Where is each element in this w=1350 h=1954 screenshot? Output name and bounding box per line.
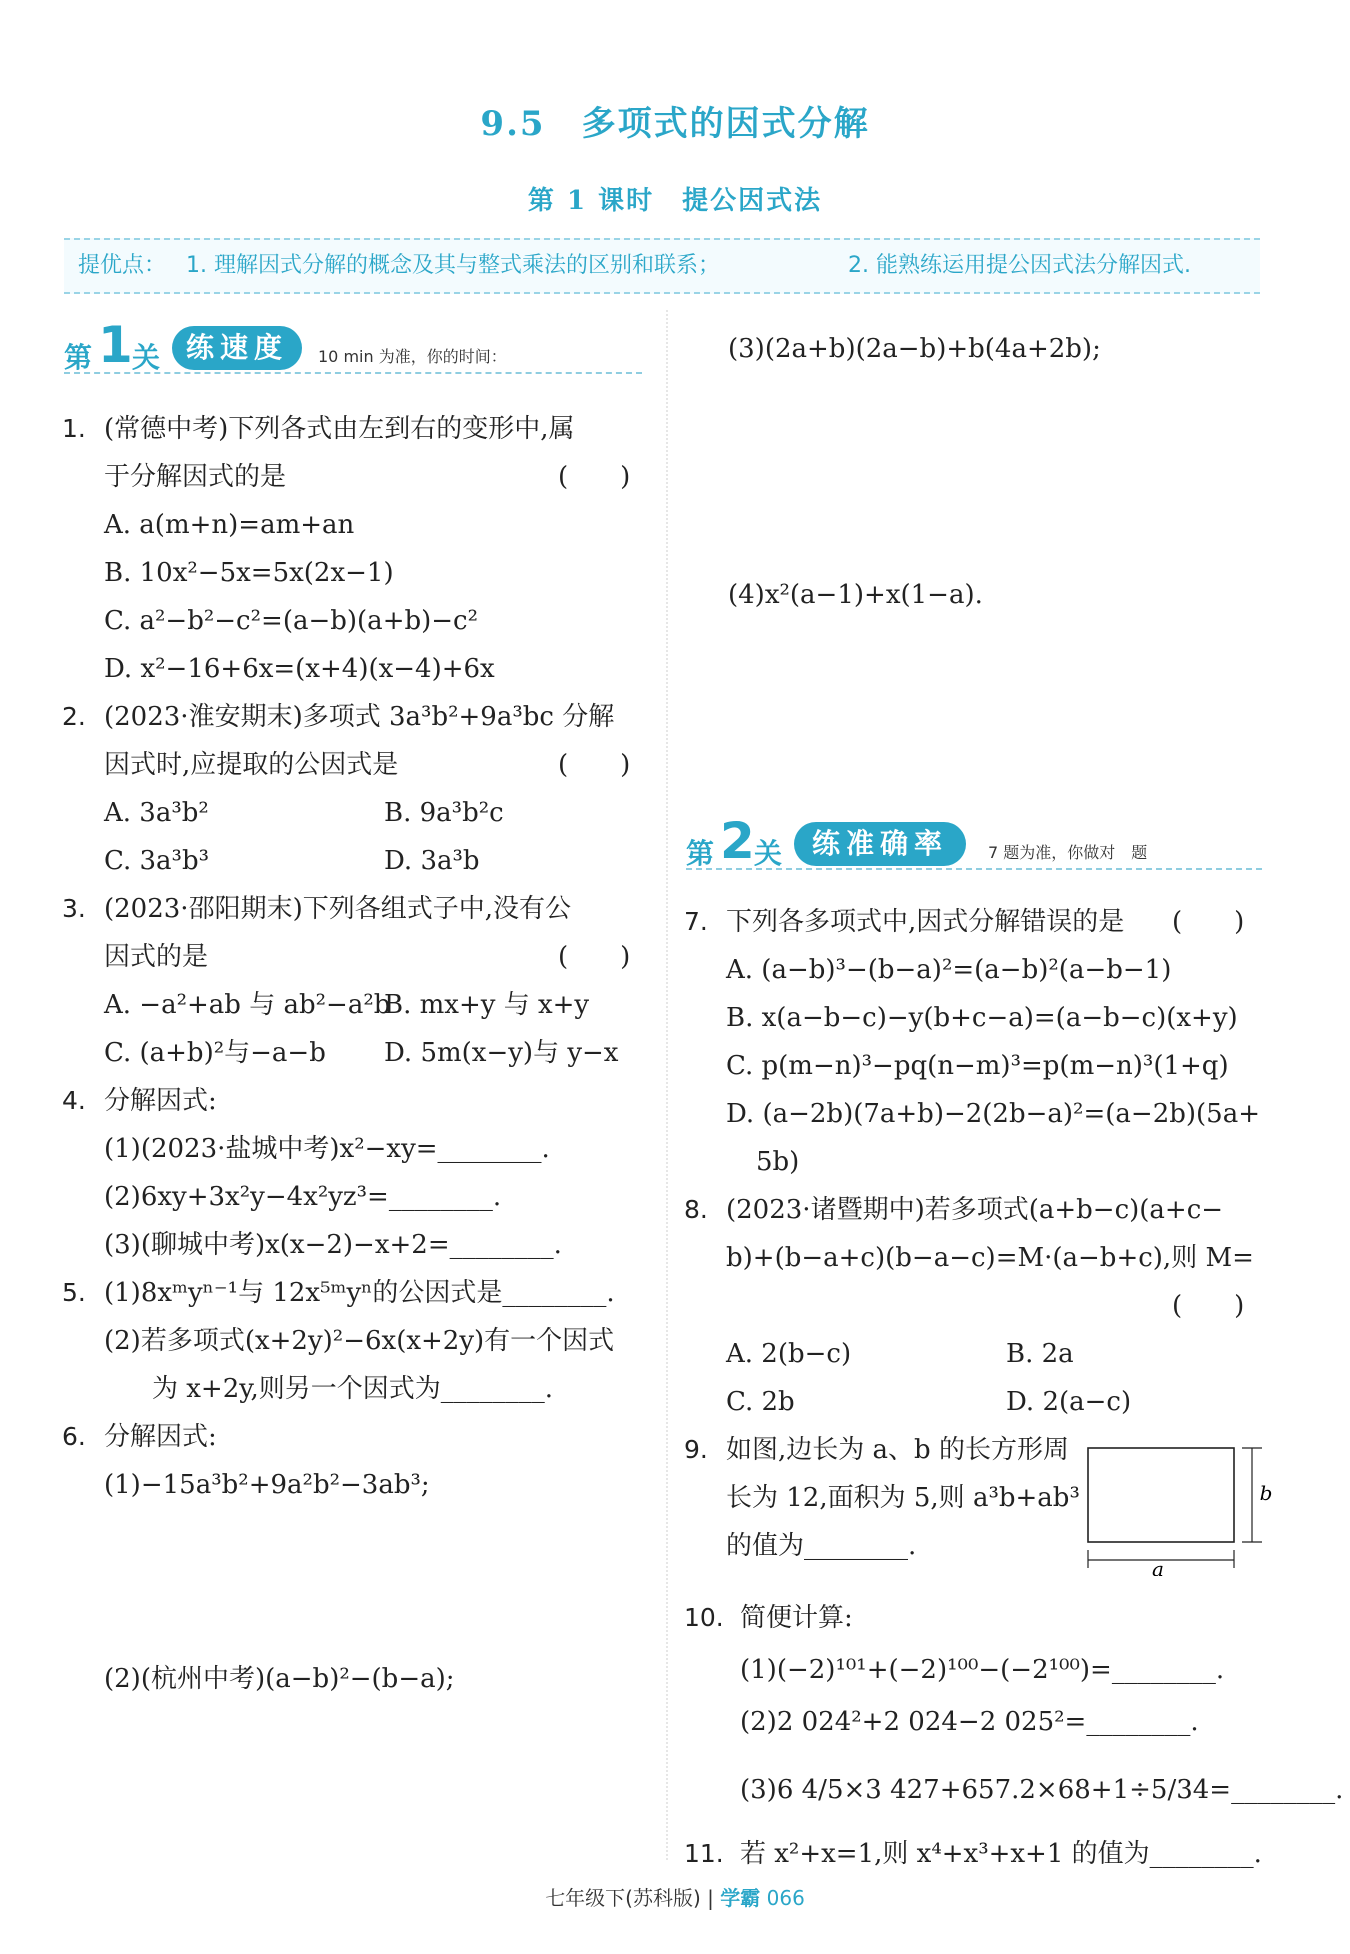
question-line: (2023·诸暨期中)若多项式(a+b−c)(a+c− (726, 1195, 1224, 1225)
sub-question-1: (1)(−2)¹⁰¹+(−2)¹⁰⁰−(−2¹⁰⁰)=________. (740, 1655, 1225, 1685)
choice-b: B. 10x²−5x=5x(2x−1) (104, 558, 394, 588)
section-2-rule (686, 868, 1262, 870)
choice-c: C. (a+b)²与−a−b (104, 1038, 326, 1068)
sub-question-2: (2)若多项式(x+2y)²−6x(x+2y)有一个因式 (104, 1326, 615, 1356)
answer-parentheses: ( ) (1172, 907, 1245, 937)
sub-question-1: (1)−15a³b²+9a²b²−3ab³; (104, 1470, 430, 1500)
question-number: 8. (684, 1195, 708, 1224)
choice-c: C. 2b (726, 1387, 795, 1417)
section-1-badge: 练速度 (172, 326, 302, 370)
choice-a: A. 2(b−c) (726, 1339, 852, 1369)
section-2-ordinal-suffix: 关 (754, 837, 783, 870)
question-number: 7. (684, 907, 708, 936)
sub-question-2: (2)6xy+3x²y−4x²yz³=________. (104, 1182, 502, 1212)
question-number: 1. (62, 414, 86, 443)
choice-a: A. a(m+n)=am+an (104, 510, 355, 540)
question-number: 4. (62, 1086, 86, 1115)
sub-question-1: (1)8xᵐyⁿ⁻¹与 12x⁵ᵐyⁿ的公因式是________. (104, 1278, 615, 1308)
choice-b: B. mx+y 与 x+y (384, 990, 590, 1020)
question-line: (2023·淮安期末)多项式 3a³b²+9a³bc 分解 (104, 702, 615, 732)
page-title: 9.5 多项式的因式分解 (480, 104, 870, 144)
question-line: 若 x²+x=1,则 x⁴+x³+x+1 的值为________. (740, 1839, 1262, 1869)
goal-1: 1. 理解因式分解的概念及其与整式乘法的区别和联系； (186, 253, 720, 278)
sub-question-2: (2)(杭州中考)(a−b)²−(b−a); (104, 1664, 455, 1694)
question-number: 6. (62, 1422, 86, 1451)
page-number: 066 (766, 1886, 805, 1910)
question-number: 2. (62, 702, 86, 731)
footer-grade: 七年级下(苏科版) (545, 1886, 701, 1910)
question-line: 如图,边长为 a、b 的长方形周 (726, 1435, 1069, 1465)
goal-2: 2. 能熟练运用提公因式法分解因式. (848, 253, 1191, 278)
choice-b: B. 9a³b²c (384, 798, 504, 828)
choice-d: D. 2(a−c) (1006, 1387, 1132, 1417)
question-line: (2023·邵阳期末)下列各组式子中,没有公 (104, 894, 571, 924)
choice-c: C. p(m−n)³−pq(n−m)³=p(m−n)³(1+q) (726, 1051, 1229, 1081)
choice-d: D. 3a³b (384, 846, 480, 876)
sub-question-3: (3)(2a+b)(2a−b)+b(4a+2b); (728, 334, 1101, 364)
answer-parentheses: ( ) (558, 462, 631, 492)
section-1-ordinal: 第 (64, 341, 93, 374)
question-line: 的值为________. (726, 1531, 917, 1561)
lesson-subtitle: 第 1 课时 提公因式法 (527, 186, 823, 216)
rectangle (1088, 1448, 1234, 1542)
section-1-note: 10 min 为准，你的时间： (318, 347, 507, 366)
question-number: 9. (684, 1435, 708, 1464)
question-line: 因式的是 (104, 942, 209, 972)
choice-a: A. −a²+ab 与 ab²−a²b (104, 990, 391, 1020)
choice-d: D. 5m(x−y)与 y−x (384, 1038, 619, 1068)
choice-d: D. (a−2b)(7a+b)−2(2b−a)²=(a−2b)(5a+ (726, 1099, 1260, 1129)
side-b-label: b (1259, 1481, 1272, 1505)
section-2-header (686, 812, 1264, 878)
question-line: 简便计算: (740, 1603, 853, 1633)
section-1-rule (64, 372, 642, 374)
section-1-header (64, 316, 644, 382)
side-a-label: a (1152, 1557, 1164, 1576)
question-line: (常德中考)下列各式由左到右的变形中,属 (104, 414, 575, 444)
sub-question-1: (1)(2023·盐城中考)x²−xy=________. (104, 1134, 550, 1164)
section-2-ordinal: 第 (686, 837, 715, 870)
section-1-ordinal-suffix: 关 (132, 341, 161, 374)
question-number: 3. (62, 894, 86, 923)
page-footer (0, 1882, 1350, 1911)
rectangle-figure (1086, 1446, 1272, 1576)
section-2-number: 2 (720, 812, 755, 870)
section-2-badge: 练准确率 (794, 822, 966, 866)
choice-b: B. 2a (1006, 1339, 1074, 1369)
question-number: 10. (684, 1603, 724, 1632)
question-line: 因式时,应提取的公因式是 (104, 750, 399, 780)
answer-parentheses: ( ) (558, 750, 631, 780)
question-line: 分解因式: (104, 1422, 217, 1452)
sub-question-4: (4)x²(a−1)+x(1−a). (728, 580, 983, 610)
sub-question-2-cont: 为 x+2y,则另一个因式为________. (152, 1374, 554, 1404)
question-line: 于分解因式的是 (104, 462, 287, 492)
footer-brand: 学霸 (720, 1886, 761, 1910)
question-number: 5. (62, 1278, 86, 1307)
sub-question-3: (3)6 4/5×3 427+657.2×68+1÷5/34=________. (740, 1775, 1344, 1805)
question-number: 11. (684, 1839, 724, 1868)
choice-b: B. x(a−b−c)−y(b+c−a)=(a−b−c)(x+y) (726, 1003, 1238, 1033)
sub-question-2: (2)2 024²+2 024−2 025²=________. (740, 1707, 1199, 1737)
question-line: b)+(b−a+c)(b−a−c)=M·(a−b+c),则 M= (726, 1243, 1254, 1273)
question-line: 分解因式: (104, 1086, 217, 1116)
question-line: 下列各多项式中,因式分解错误的是 (726, 907, 1125, 937)
choice-d: D. x²−16+6x=(x+4)(x−4)+6x (104, 654, 495, 684)
answer-parentheses: ( ) (558, 942, 631, 972)
goals-label: 提优点： (78, 253, 167, 278)
choice-c: C. 3a³b³ (104, 846, 210, 876)
column-divider (666, 310, 668, 1860)
footer-separator: | (707, 1886, 721, 1910)
learning-goals-bar (64, 238, 1260, 294)
question-line: 长为 12,面积为 5,则 a³b+ab³ (726, 1483, 1080, 1513)
choice-d-cont: 5b) (756, 1147, 800, 1177)
section-2-note: 7 题为准，你做对 题 (988, 843, 1148, 862)
section-1-number: 1 (98, 316, 133, 374)
choice-a: A. 3a³b² (104, 798, 209, 828)
answer-parentheses: ( ) (1172, 1291, 1245, 1321)
sub-question-3: (3)(聊城中考)x(x−2)−x+2=________. (104, 1230, 562, 1260)
choice-c: C. a²−b²−c²=(a−b)(a+b)−c² (104, 606, 479, 636)
choice-a: A. (a−b)³−(b−a)²=(a−b)²(a−b−1) (726, 955, 1172, 985)
